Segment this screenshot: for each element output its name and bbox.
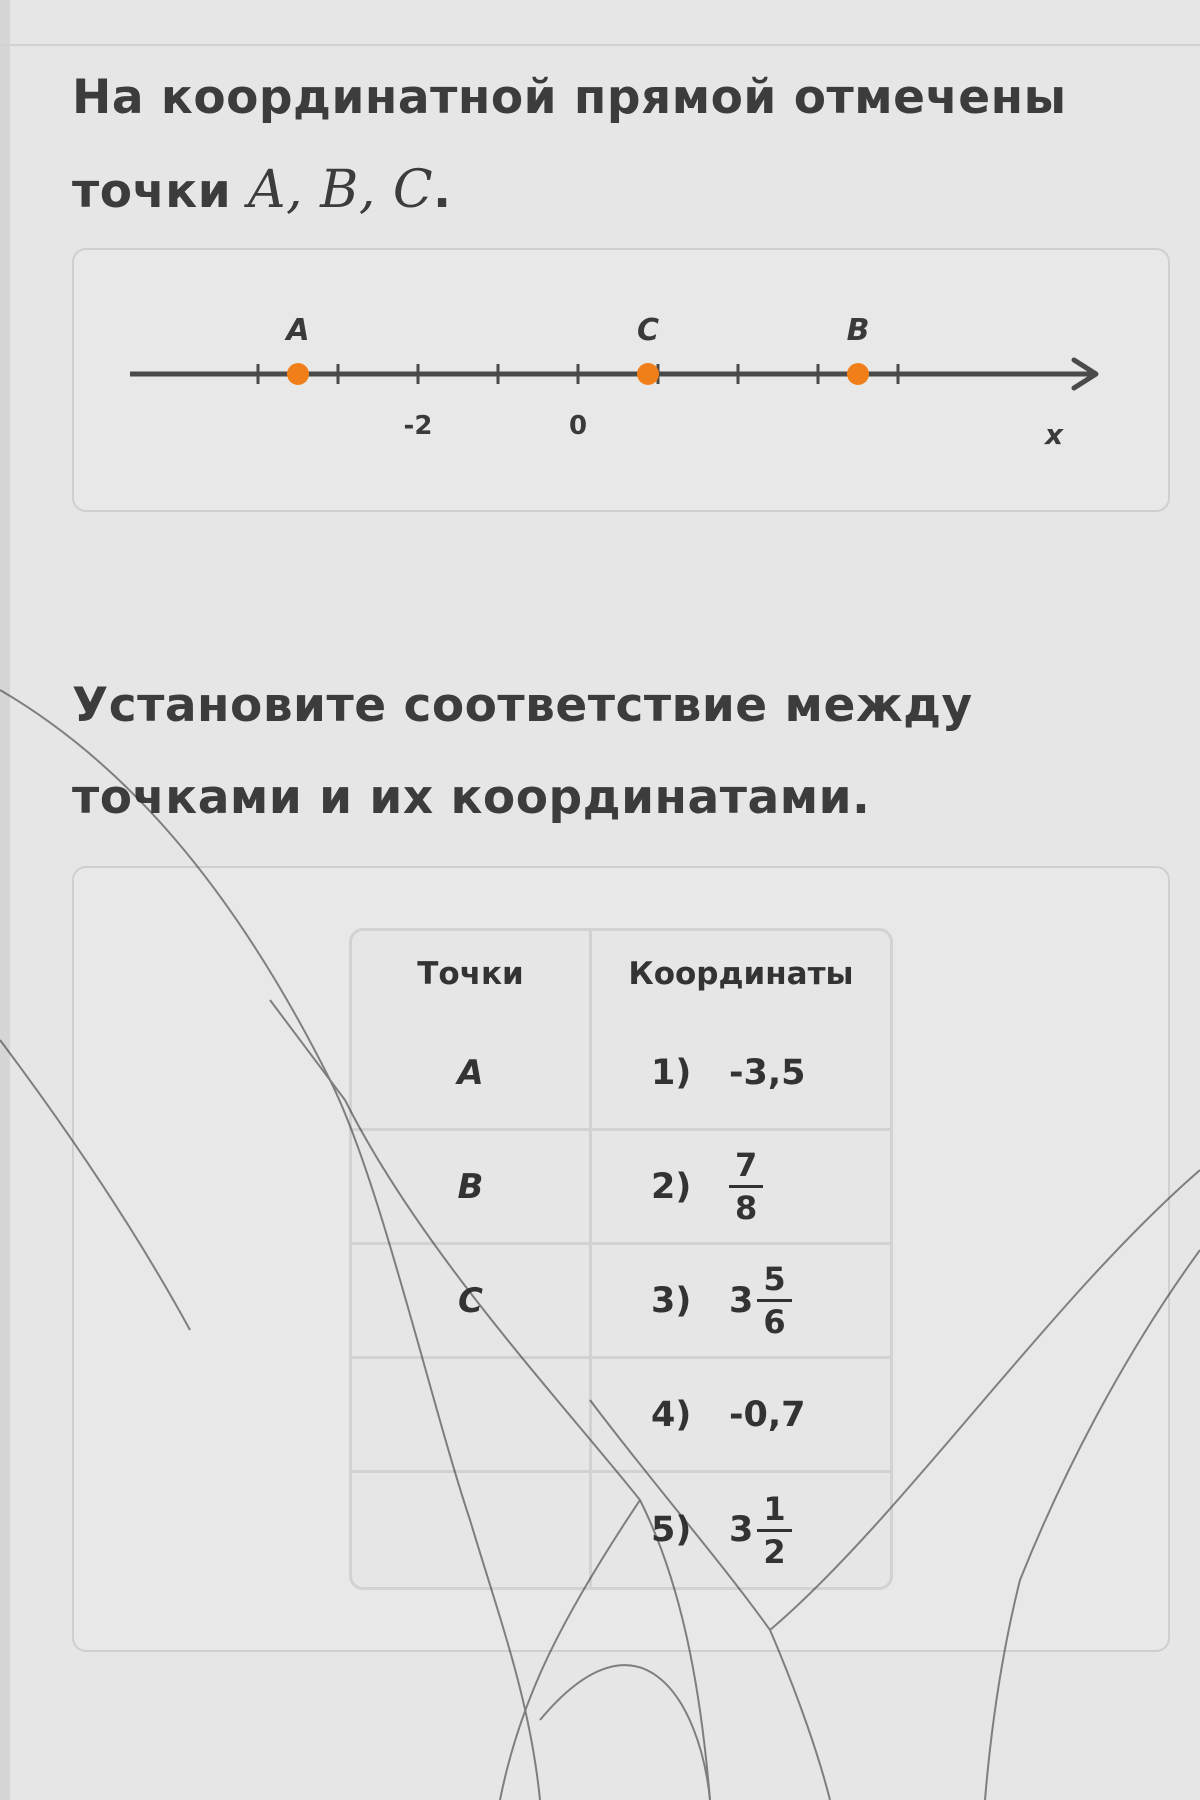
point-cell <box>352 1473 592 1587</box>
coordinate-value: -0,7 <box>729 1394 806 1435</box>
axis-label-x: x <box>1044 418 1064 451</box>
coordinate-cell <box>592 1017 890 1131</box>
table-row <box>352 1017 890 1131</box>
fraction-numerator: 1 <box>757 1489 791 1532</box>
table-row <box>352 1131 890 1245</box>
intro-points-math: A, B, C <box>248 160 434 220</box>
point-cell <box>352 1359 592 1473</box>
header-points: Точки <box>352 931 592 1017</box>
number-line <box>74 250 1172 514</box>
coordinate-cell <box>592 1359 890 1473</box>
coordinate-option <box>651 1489 851 1572</box>
point-b <box>847 363 869 385</box>
coordinate-option <box>651 1053 851 1093</box>
fraction-denominator: 8 <box>735 1189 758 1227</box>
coordinate-option <box>651 1145 851 1228</box>
screen-edge <box>0 0 10 1800</box>
point-label-b: B <box>846 313 870 348</box>
table-row <box>352 1473 890 1587</box>
matching-table <box>349 928 893 1590</box>
table-row <box>352 1359 890 1473</box>
coordinate-cell <box>592 1245 890 1359</box>
tick-label: 0 <box>568 411 588 441</box>
number-line-panel <box>72 248 1170 512</box>
point-cell <box>352 1245 592 1359</box>
fraction <box>757 1489 791 1572</box>
option-number: 4) <box>651 1394 692 1435</box>
fraction <box>757 1259 791 1342</box>
point-a <box>287 363 309 385</box>
option-number: 3) <box>651 1280 692 1321</box>
question-intro <box>72 52 1152 238</box>
point-name: A <box>457 1052 484 1093</box>
coordinate-cell <box>592 1131 890 1245</box>
fraction-denominator: 6 <box>763 1303 786 1341</box>
coordinate-value: 3 <box>729 1280 754 1321</box>
coordinate-value: 3 <box>729 1510 754 1550</box>
point-c <box>637 363 659 385</box>
option-number: 2) <box>651 1166 692 1207</box>
fraction <box>729 1145 763 1228</box>
table-header-row <box>352 931 890 1017</box>
coordinate-cell <box>592 1473 890 1587</box>
divider <box>0 44 1200 46</box>
task-text: Установите соответствие между точками и их координатами. <box>72 678 973 825</box>
option-number: 5) <box>651 1510 692 1550</box>
header-coords: Координаты <box>628 956 854 992</box>
fraction-numerator: 5 <box>757 1259 791 1302</box>
option-number: 1) <box>651 1052 692 1093</box>
point-cell <box>352 1131 592 1245</box>
point-label-c: C <box>636 313 660 348</box>
tick-label: -2 <box>403 411 433 441</box>
fraction-numerator: 7 <box>729 1145 763 1188</box>
intro-end: . <box>433 164 452 219</box>
coordinate-value: -3,5 <box>729 1052 806 1093</box>
fraction-denominator: 2 <box>763 1532 786 1571</box>
point-name: B <box>457 1166 484 1207</box>
point-label-a: A <box>286 313 310 348</box>
coordinate-option <box>651 1259 851 1342</box>
point-cell <box>352 1017 592 1131</box>
intro-text: На координатной прямой отмечены точки <box>72 70 1067 219</box>
coordinate-option <box>651 1395 851 1435</box>
point-name: C <box>458 1280 483 1321</box>
matching-panel <box>72 866 1170 1652</box>
table-row <box>352 1245 890 1359</box>
